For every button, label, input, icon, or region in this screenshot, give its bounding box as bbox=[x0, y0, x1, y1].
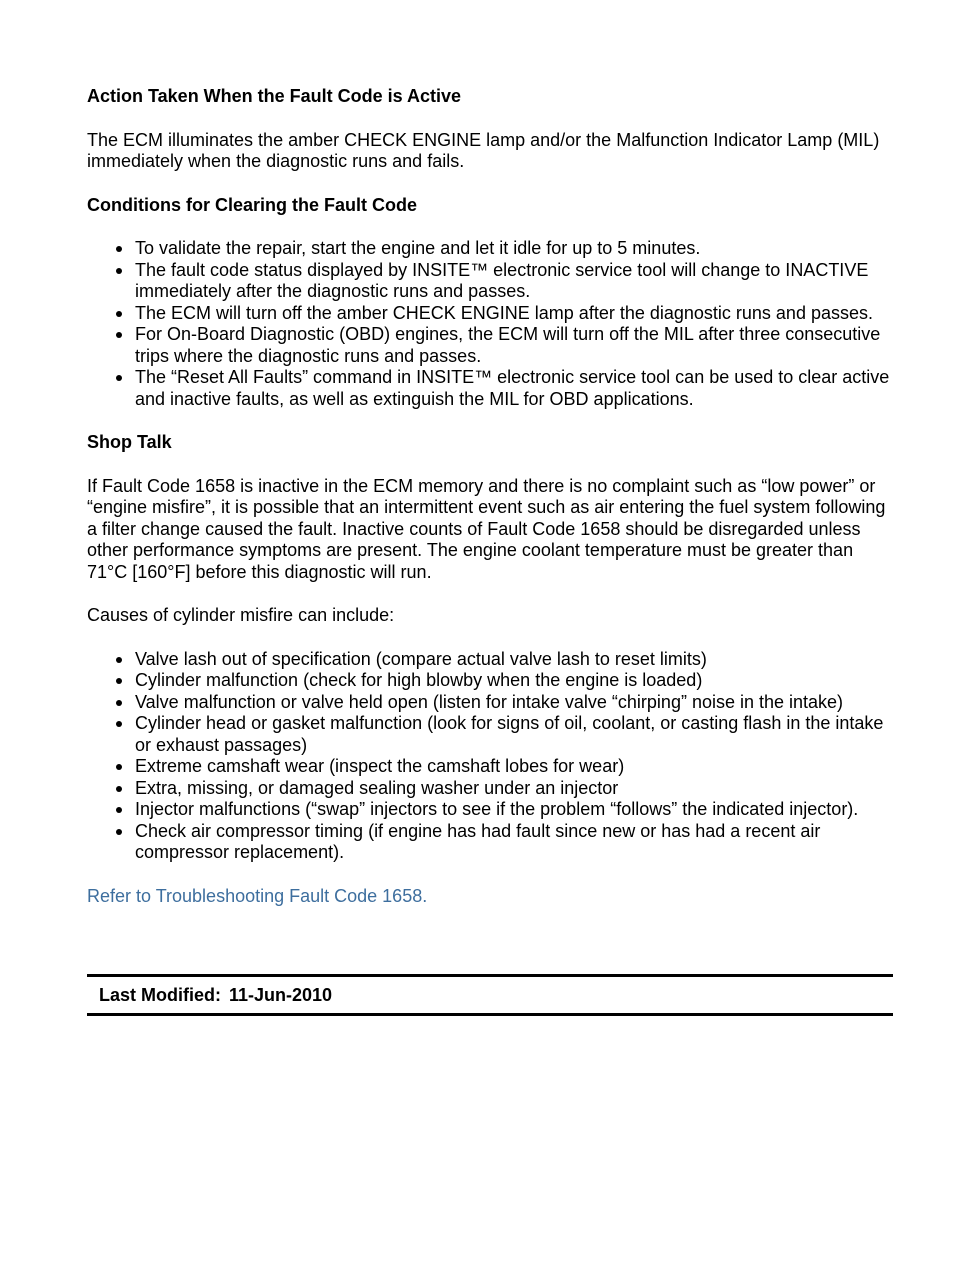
list-item: The fault code status displayed by INSITE™ electronic service tool will change to INACTIVE immediately after the diagnostic runs and passes. bbox=[87, 260, 893, 303]
bullet-icon bbox=[116, 700, 122, 706]
list-item: Valve lash out of specification (compare actual valve lash to reset limits) bbox=[87, 649, 893, 671]
bullet-icon bbox=[116, 721, 122, 727]
list-item: Extreme camshaft wear (inspect the camshaft lobes for wear) bbox=[87, 756, 893, 778]
bullet-icon bbox=[116, 268, 122, 274]
causes-intro: Causes of cylinder misfire can include: bbox=[87, 605, 395, 625]
last-modified-bar bbox=[87, 974, 893, 1016]
last-modified bbox=[99, 985, 332, 1006]
document-body bbox=[87, 86, 893, 907]
list-item: Check air compressor timing (if engine has had fault since new or has had a recent air compressor replacement). bbox=[87, 821, 893, 864]
list-item: For On-Board Diagnostic (OBD) engines, the ECM will turn off the MIL after three consecutive trips where the diagnostic runs and passes. bbox=[87, 324, 893, 367]
clearing-list bbox=[87, 238, 893, 410]
list-item: Cylinder malfunction (check for high blowby when the engine is loaded) bbox=[87, 670, 893, 692]
bullet-icon bbox=[116, 678, 122, 684]
bullet-icon bbox=[116, 246, 122, 252]
bullet-icon bbox=[116, 332, 122, 338]
bullet-icon bbox=[116, 829, 122, 835]
action-heading: Action Taken When the Fault Code is Active bbox=[87, 86, 462, 106]
bullet-icon bbox=[116, 807, 122, 813]
shop-talk-paragraph: If Fault Code 1658 is inactive in the ECM memory and there is no complaint such as “low power” or “engine misfire”, it is possible that an intermittent event such as air entering the fuel system following a filter change caused the fault. Inactive counts of Fault Code 1658 should be disregarded unless other performance symptoms are present. The engine coolant temperature must be greater than 71°C [160°F] before this diagnostic will run. bbox=[87, 475, 886, 582]
troubleshooting-link[interactable]: Refer to Troubleshooting Fault Code 1658. bbox=[87, 885, 428, 906]
bullet-icon bbox=[116, 786, 122, 792]
action-paragraph: The ECM illuminates the amber CHECK ENGINE lamp and/or the Malfunction Indicator Lamp (MIL) immediately when the diagnostic runs and fails. bbox=[87, 129, 880, 171]
list-item: Injector malfunctions (“swap” injectors to see if the problem “follows” the indicated injector). bbox=[87, 799, 893, 821]
last-modified-date: 11-Jun-2010 bbox=[229, 985, 333, 1005]
last-modified-label: Last Modified: bbox=[99, 985, 221, 1005]
bullet-icon bbox=[116, 657, 122, 663]
list-item: The “Reset All Faults” command in INSITE™ electronic service tool can be used to clear active and inactive faults, as well as extinguish the MIL for OBD applications. bbox=[87, 367, 893, 410]
list-item: The ECM will turn off the amber CHECK ENGINE lamp after the diagnostic runs and passes. bbox=[87, 303, 893, 325]
bullet-icon bbox=[116, 764, 122, 770]
list-item: Cylinder head or gasket malfunction (look for signs of oil, coolant, or casting flash in the intake or exhaust passages) bbox=[87, 713, 893, 756]
list-item: To validate the repair, start the engine and let it idle for up to 5 minutes. bbox=[87, 238, 893, 260]
bullet-icon bbox=[116, 311, 122, 317]
shop-talk-heading: Shop Talk bbox=[87, 432, 172, 452]
bullet-icon bbox=[116, 375, 122, 381]
clearing-heading: Conditions for Clearing the Fault Code bbox=[87, 194, 417, 215]
causes-list bbox=[87, 649, 893, 864]
list-item: Extra, missing, or damaged sealing washer under an injector bbox=[87, 778, 893, 800]
list-item: Valve malfunction or valve held open (listen for intake valve “chirping” noise in the intake) bbox=[87, 692, 893, 714]
